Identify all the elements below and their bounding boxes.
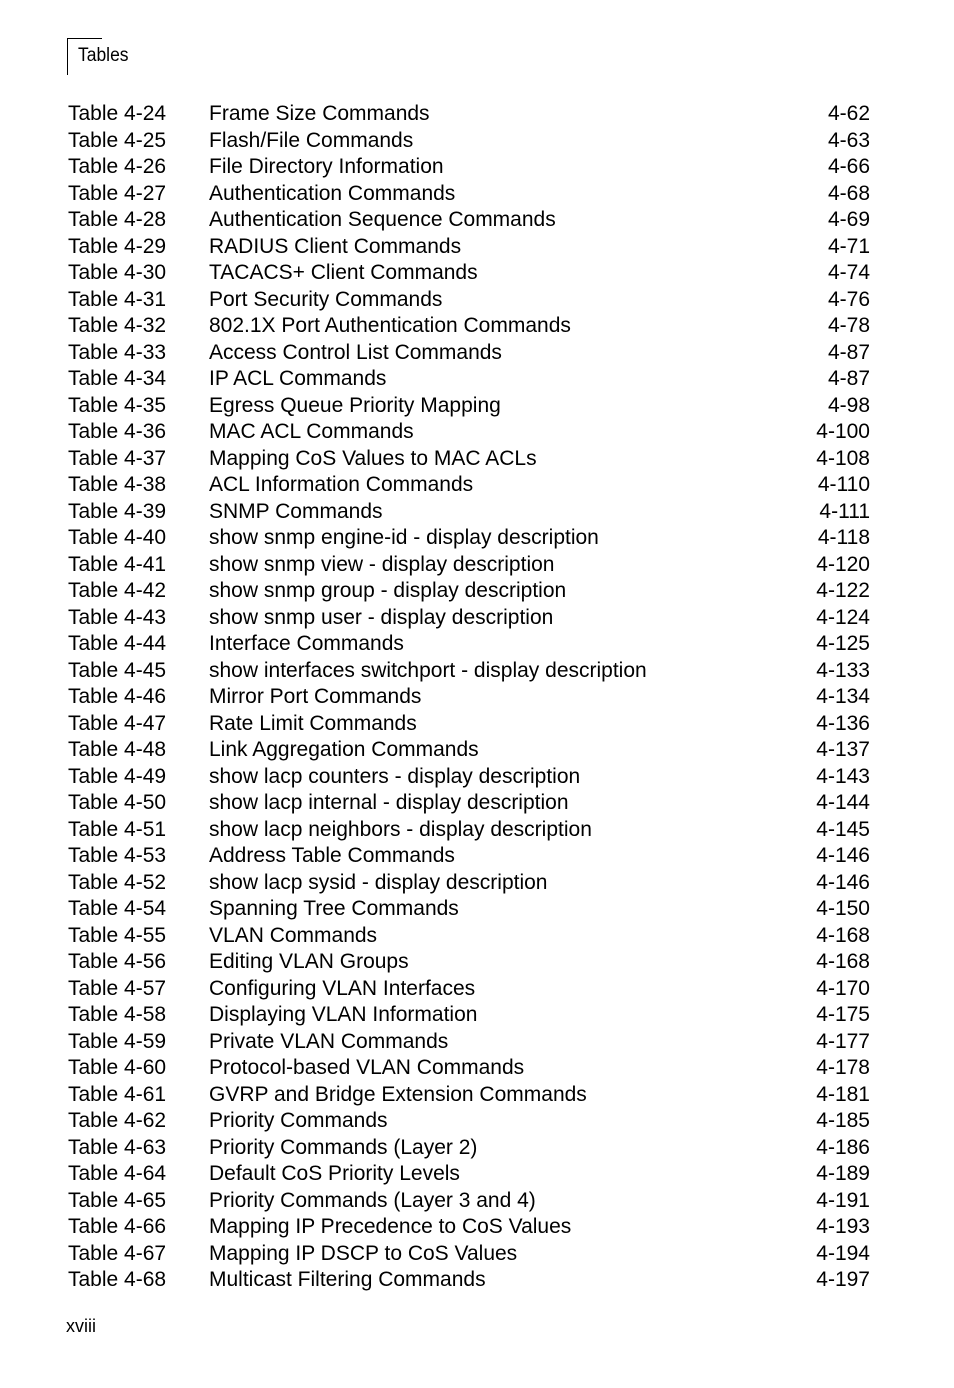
table-title: Access Control List Commands	[209, 340, 502, 364]
page-reference: 4-193	[816, 1215, 870, 1238]
table-number: Table 4-41	[68, 552, 167, 576]
toc-entry[interactable]	[68, 764, 870, 791]
table-title: show interfaces switchport - display description	[209, 658, 647, 682]
table-number: Table 4-65	[68, 1188, 167, 1212]
table-number: Table 4-29	[68, 234, 167, 258]
table-title: Frame Size Commands	[209, 102, 430, 125]
page-reference: 4-118	[817, 526, 870, 549]
page-reference: 4-87	[827, 367, 870, 390]
table-title: Authentication Commands	[209, 181, 456, 205]
toc-entry[interactable]	[68, 1267, 870, 1294]
toc-entry[interactable]	[68, 578, 870, 605]
table-title: show lacp internal - display description	[209, 791, 569, 814]
page-reference: 4-136	[816, 711, 870, 735]
toc-entry[interactable]	[68, 737, 870, 764]
toc-entry[interactable]	[68, 711, 870, 738]
table-title: Default CoS Priority Levels	[209, 1162, 460, 1185]
table-number: Table 4-35	[68, 393, 167, 417]
table-title: Editing VLAN Groups	[209, 950, 409, 973]
toc-entry[interactable]	[68, 949, 870, 976]
toc-entry[interactable]	[68, 128, 870, 155]
table-number: Table 4-64	[68, 1162, 167, 1185]
table-number: Table 4-40	[68, 526, 167, 549]
table-title: Authentication Sequence Commands	[209, 208, 556, 231]
toc-entry[interactable]	[68, 605, 870, 632]
table-title: Mapping CoS Values to MAC ACLs	[209, 446, 537, 470]
table-title: show snmp user - display description	[209, 605, 554, 629]
table-title: Mapping IP DSCP to CoS Values	[209, 1241, 518, 1265]
table-title: Port Security Commands	[209, 287, 443, 311]
table-title: Mapping IP Precedence to CoS Values	[209, 1215, 572, 1238]
page-reference: 4-62	[827, 102, 870, 125]
table-number: Table 4-24	[68, 102, 167, 125]
toc-entry[interactable]	[68, 207, 870, 234]
table-number: Table 4-66	[68, 1215, 167, 1238]
table-title: show lacp counters - display description	[209, 764, 581, 788]
page-reference: 4-110	[817, 473, 870, 496]
table-title: Private VLAN Commands	[209, 1029, 449, 1053]
toc-entry[interactable]	[68, 817, 870, 844]
page-reference: 4-98	[827, 393, 870, 417]
table-title: Address Table Commands	[209, 844, 455, 867]
table-title: ACL Information Commands	[209, 473, 474, 496]
table-number: Table 4-44	[68, 632, 167, 655]
table-number: Table 4-55	[68, 923, 167, 947]
page-reference: 4-76	[827, 287, 870, 311]
toc-entry[interactable]	[68, 923, 870, 950]
table-title: VLAN Commands	[209, 923, 378, 947]
table-number: Table 4-48	[68, 738, 167, 761]
page-reference: 4-137	[816, 738, 870, 761]
table-number: Table 4-34	[68, 367, 167, 390]
toc-entry[interactable]	[68, 1029, 870, 1056]
toc-entry[interactable]	[68, 843, 870, 870]
table-number: Table 4-58	[68, 1003, 167, 1026]
table-number: Table 4-49	[68, 764, 167, 788]
page-reference: 4-197	[816, 1268, 870, 1291]
table-title: 802.1X Port Authentication Commands	[209, 314, 571, 337]
table-title: Multicast Filtering Commands	[209, 1268, 486, 1291]
table-title: RADIUS Client Commands	[209, 234, 462, 258]
toc-entry[interactable]	[68, 1002, 870, 1029]
page-reference: 4-185	[816, 1109, 870, 1132]
page-reference: 4-66	[827, 155, 870, 178]
page-reference: 4-69	[827, 208, 870, 231]
table-title: GVRP and Bridge Extension Commands	[209, 1082, 587, 1106]
table-title: IP ACL Commands	[209, 367, 387, 390]
table-number: Table 4-51	[68, 817, 167, 841]
page-reference: 4-177	[816, 1029, 870, 1053]
toc-entry[interactable]	[68, 1188, 870, 1215]
toc-entry[interactable]	[68, 366, 870, 393]
page-reference: 4-63	[827, 128, 870, 152]
table-title: Interface Commands	[209, 632, 404, 655]
toc-entry[interactable]	[68, 499, 870, 526]
page-reference: 4-87	[827, 340, 870, 364]
table-number: Table 4-37	[68, 446, 167, 470]
page-reference: 4-78	[827, 314, 870, 337]
page-reference: 4-175	[816, 1003, 870, 1026]
page-reference: 4-68	[827, 181, 870, 205]
page-reference: 4-74	[827, 261, 870, 284]
page-reference: 4-191	[816, 1188, 870, 1212]
table-title: Priority Commands (Layer 2)	[209, 1135, 478, 1159]
page-reference: 4-168	[816, 950, 870, 973]
toc-entry[interactable]	[68, 181, 870, 208]
page-reference: 4-100	[816, 420, 870, 443]
table-number: Table 4-45	[68, 658, 167, 682]
table-number: Table 4-47	[68, 711, 167, 735]
page-reference: 4-125	[816, 632, 870, 655]
table-number: Table 4-30	[68, 261, 167, 284]
table-number: Table 4-33	[68, 340, 167, 364]
table-number: Table 4-26	[68, 155, 167, 178]
table-number: Table 4-56	[68, 950, 167, 973]
table-number: Table 4-46	[68, 685, 167, 708]
table-number: Table 4-53	[68, 844, 167, 867]
toc-entry[interactable]	[68, 658, 870, 685]
toc-entry[interactable]	[68, 154, 870, 181]
toc-entry[interactable]	[68, 631, 870, 658]
table-number: Table 4-50	[68, 791, 167, 814]
table-title: Protocol-based VLAN Commands	[209, 1056, 525, 1079]
table-title: SNMP Commands	[209, 499, 383, 523]
table-number: Table 4-54	[68, 897, 167, 920]
table-title: MAC ACL Commands	[209, 420, 414, 443]
page-reference: 4-111	[819, 499, 870, 523]
table-title: Priority Commands	[209, 1109, 388, 1132]
table-title: show snmp engine-id - display description	[209, 526, 599, 549]
toc-entry[interactable]	[68, 1082, 870, 1109]
table-title: TACACS+ Client Commands	[209, 261, 478, 284]
table-title: Egress Queue Priority Mapping	[209, 393, 501, 417]
table-number: Table 4-59	[68, 1029, 167, 1053]
toc-entry[interactable]	[68, 870, 870, 897]
toc-entry[interactable]	[68, 419, 870, 446]
toc-entry[interactable]	[68, 976, 870, 1003]
page-reference: 4-133	[816, 658, 870, 682]
table-number: Table 4-28	[68, 208, 167, 231]
table-number: Table 4-68	[68, 1268, 167, 1291]
page-reference: 4-170	[816, 976, 870, 1000]
table-number: Table 4-63	[68, 1135, 167, 1159]
page-reference: 4-134	[816, 685, 870, 708]
table-title: show snmp view - display description	[209, 552, 555, 576]
toc-entry[interactable]	[68, 525, 870, 552]
page-reference: 4-145	[816, 817, 870, 841]
page-reference: 4-168	[816, 923, 870, 947]
table-title: Flash/File Commands	[209, 128, 414, 152]
toc-entry[interactable]	[68, 552, 870, 579]
page-reference: 4-144	[816, 791, 870, 814]
page-reference: 4-146	[816, 844, 870, 867]
table-number: Table 4-60	[68, 1056, 167, 1079]
table-title: Configuring VLAN Interfaces	[209, 976, 476, 1000]
table-title: Link Aggregation Commands	[209, 738, 479, 761]
table-number: Table 4-52	[68, 870, 167, 894]
table-title: show lacp neighbors - display description	[209, 817, 592, 841]
toc-entry[interactable]	[68, 684, 870, 711]
running-header	[67, 38, 129, 75]
table-title: Rate Limit Commands	[209, 711, 417, 735]
toc-entry[interactable]	[68, 393, 870, 420]
toc-entry[interactable]	[68, 101, 870, 128]
table-number: Table 4-42	[68, 579, 167, 602]
page-reference: 4-71	[827, 234, 870, 258]
page-reference: 4-146	[816, 870, 870, 894]
table-title: Priority Commands (Layer 3 and 4)	[209, 1188, 536, 1212]
table-number: Table 4-32	[68, 314, 167, 337]
table-number: Table 4-25	[68, 128, 167, 152]
toc-entry[interactable]	[68, 234, 870, 261]
page-number: xviii	[66, 1316, 96, 1336]
table-number: Table 4-27	[68, 181, 167, 205]
page-reference: 4-186	[816, 1135, 870, 1159]
table-title: File Directory Information	[209, 155, 444, 178]
toc-entry[interactable]	[68, 340, 870, 367]
toc-entry[interactable]	[68, 1214, 870, 1241]
toc-entry[interactable]	[68, 1135, 870, 1162]
toc-entry[interactable]	[68, 896, 870, 923]
page-reference: 4-143	[816, 764, 870, 788]
table-title: show lacp sysid - display description	[209, 870, 548, 894]
toc-entry[interactable]	[68, 472, 870, 499]
table-number: Table 4-31	[68, 287, 167, 311]
table-number: Table 4-67	[68, 1241, 167, 1265]
page-reference: 4-194	[816, 1241, 870, 1265]
table-title: Mirror Port Commands	[209, 685, 422, 708]
toc-entry[interactable]	[68, 1055, 870, 1082]
page-reference: 4-124	[816, 605, 870, 629]
table-number: Table 4-36	[68, 420, 167, 443]
toc-entry[interactable]	[68, 260, 870, 287]
page-reference: 4-108	[816, 446, 870, 470]
page-reference: 4-181	[816, 1082, 870, 1106]
toc-entry[interactable]	[68, 287, 870, 314]
table-number: Table 4-62	[68, 1109, 167, 1132]
table-title: Displaying VLAN Information	[209, 1003, 478, 1026]
table-title: Spanning Tree Commands	[209, 897, 459, 920]
table-title: show snmp group - display description	[209, 579, 567, 602]
table-number: Table 4-61	[68, 1082, 167, 1106]
toc-entry[interactable]	[68, 1108, 870, 1135]
section-label: Tables	[78, 45, 129, 66]
table-number: Table 4-38	[68, 473, 167, 496]
table-number: Table 4-43	[68, 605, 167, 629]
toc-entry[interactable]	[68, 313, 870, 340]
page-reference: 4-122	[816, 579, 870, 602]
page-reference: 4-178	[816, 1056, 870, 1079]
toc-entry[interactable]	[68, 446, 870, 473]
list-of-tables	[68, 101, 870, 1294]
table-number: Table 4-57	[68, 976, 167, 1000]
toc-entry[interactable]	[68, 1161, 870, 1188]
toc-entry[interactable]	[68, 790, 870, 817]
page-reference: 4-150	[816, 897, 870, 920]
page-reference: 4-189	[816, 1162, 870, 1185]
toc-entry[interactable]	[68, 1241, 870, 1268]
page-reference: 4-120	[816, 552, 870, 576]
table-number: Table 4-39	[68, 499, 167, 523]
